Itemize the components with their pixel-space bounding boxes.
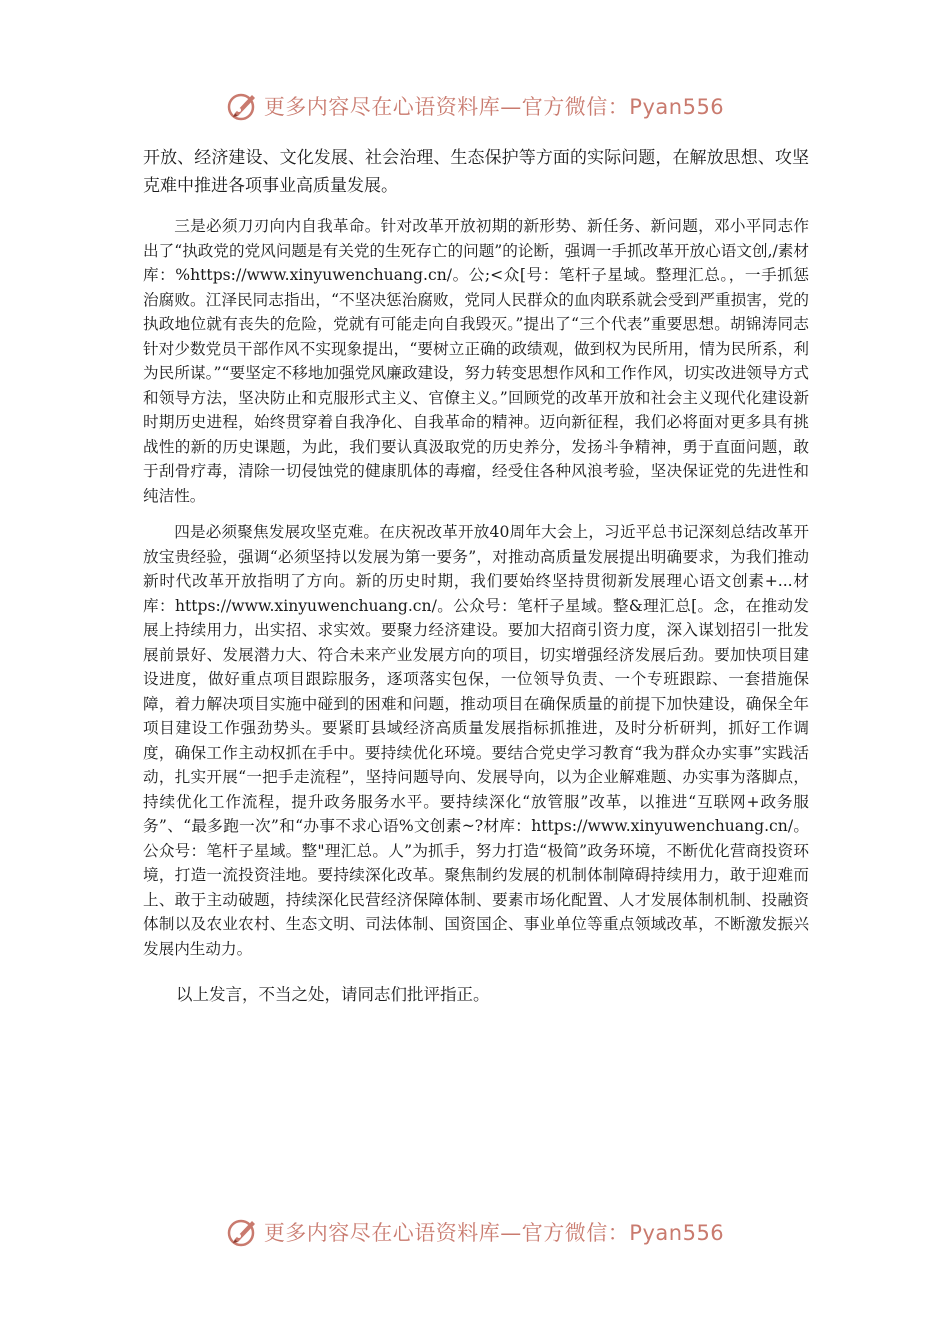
pen-brush-logo-icon (226, 1215, 260, 1249)
document-body (143, 144, 809, 1008)
paragraph-closing: 以上发言，不当之处，请同志们批评指正。 (176, 985, 490, 1004)
watermark-text: 更多内容尽在心语资料库—官方微信：Pyan556 (263, 95, 725, 119)
pen-brush-logo-icon (226, 89, 260, 123)
watermark-banner-top (0, 86, 950, 126)
paragraph-continuation: 开放、经济建设、文化发展、社会治理、生态保护等方面的实际问题，在解放思想、攻坚克难中推进各项事业高质量发展。 (143, 148, 809, 196)
paragraph-focus-development: 四是必须聚焦发展攻坚克难。在庆祝改革开放40周年大会上，习近平总书记深刻总结改革开放宝贵经验，强调“必须坚持以发展为第一要务”，对推动高质量发展提出明确要求，为我们推动新时代改革开放指明了方向。新的历史时期，我们要始终坚持贯彻新发展理心语文创素+...材库：https://www.xinyuwenchuang.cn/。公众号：笔杆子星域。整&理汇总[。念，在推动发展上持续用力，出实招、求实效。要聚力经济建设。要加大招商引资力度，深入谋划招引一批发展前景好、发展潜力大、符合未来产业发展方向的项目，切实增强经济发展后劲。要加快项目建设进度，做好重点项目跟踪服务，逐项落实包保，一位领导负责、一个专班跟踪、一套措施保障，着力解决项目实施中碰到的困难和问题，推动项目在确保质量的前提下加快建设，确保全年项目建设工作强劲势头。要紧盯县域经济高质量发展指标抓推进，及时分析研判，抓好工作调度，确保工作主动权抓在手中。要持续优化环境。要结合党史学习教育“我为群众办实事”实践活动，扎实开展“一把手走流程”，坚持问题导向、发展导向，以为企业解难题、办实事为落脚点，持续优化工作流程，提升政务服务水平。要持续深化“放管服”改革，以推进“互联网+政务服务”、“最多跑一次”和“办事不求心语%文创素~?材库：https://www.xinyuwenchuang.cn/。公众号：笔杆子星域。整"理汇总。人”为抓手，努力打造“极简”政务环境，不断优化营商投资环境，打造一流投资洼地。要持续深化改革。聚焦制约发展的机制体制障碍持续用力，敢于迎难而上、敢于主动破题，持续深化民营经济保障体制、要素市场化配置、人才发展体制机制、投融资体制以及农业农村、生态文明、司法体制、国资国企、事业单位等重点领域改革，不断激发振兴发展内生动力。 (143, 523, 809, 958)
paragraph-self-revolution: 三是必须刀刃向内自我革命。针对改革开放初期的新形势、新任务、新问题，邓小平同志作出了“执政党的党风问题是有关党的生死存亡的问题”的论断，强调一手抓改革开放心语文创,/素材库：%https://www.xinyuwenchuang.cn/。公;<众[号：笔杆子星域。整理汇总。，一手抓惩治腐败。江泽民同志指出，“不坚决惩治腐败，党同人民群众的血肉联系就会受到严重损害，党的执政地位就有丧失的危险，党就有可能走向自我毁灭。”提出了“三个代表”重要思想。胡锦涛同志针对少数党员干部作风不实现象提出，“要树立正确的政绩观，做到权为民所用，情为民所系，利为民所谋。”“要坚定不移地加强党风廉政建设，努力转变思想作风和工作作风，切实改进领导方式和领导方法，坚决防止和克服形式主义、官僚主义。”回顾党的改革开放和社会主义现代化建设新时期历史进程，始终贯穿着自我净化、自我革命的精神。迈向新征程，我们必将面对更多具有挑战性的新的历史课题，为此，我们要认真汲取党的历史养分，发扬斗争精神，勇于直面问题，敢于刮骨疗毒，清除一切侵蚀党的健康肌体的毒瘤，经受住各种风浪考验，坚决保证党的先进性和纯洁性。 (143, 217, 809, 505)
watermark-text: 更多内容尽在心语资料库—官方微信：Pyan556 (263, 1221, 725, 1245)
watermark-banner-bottom (0, 1212, 950, 1252)
